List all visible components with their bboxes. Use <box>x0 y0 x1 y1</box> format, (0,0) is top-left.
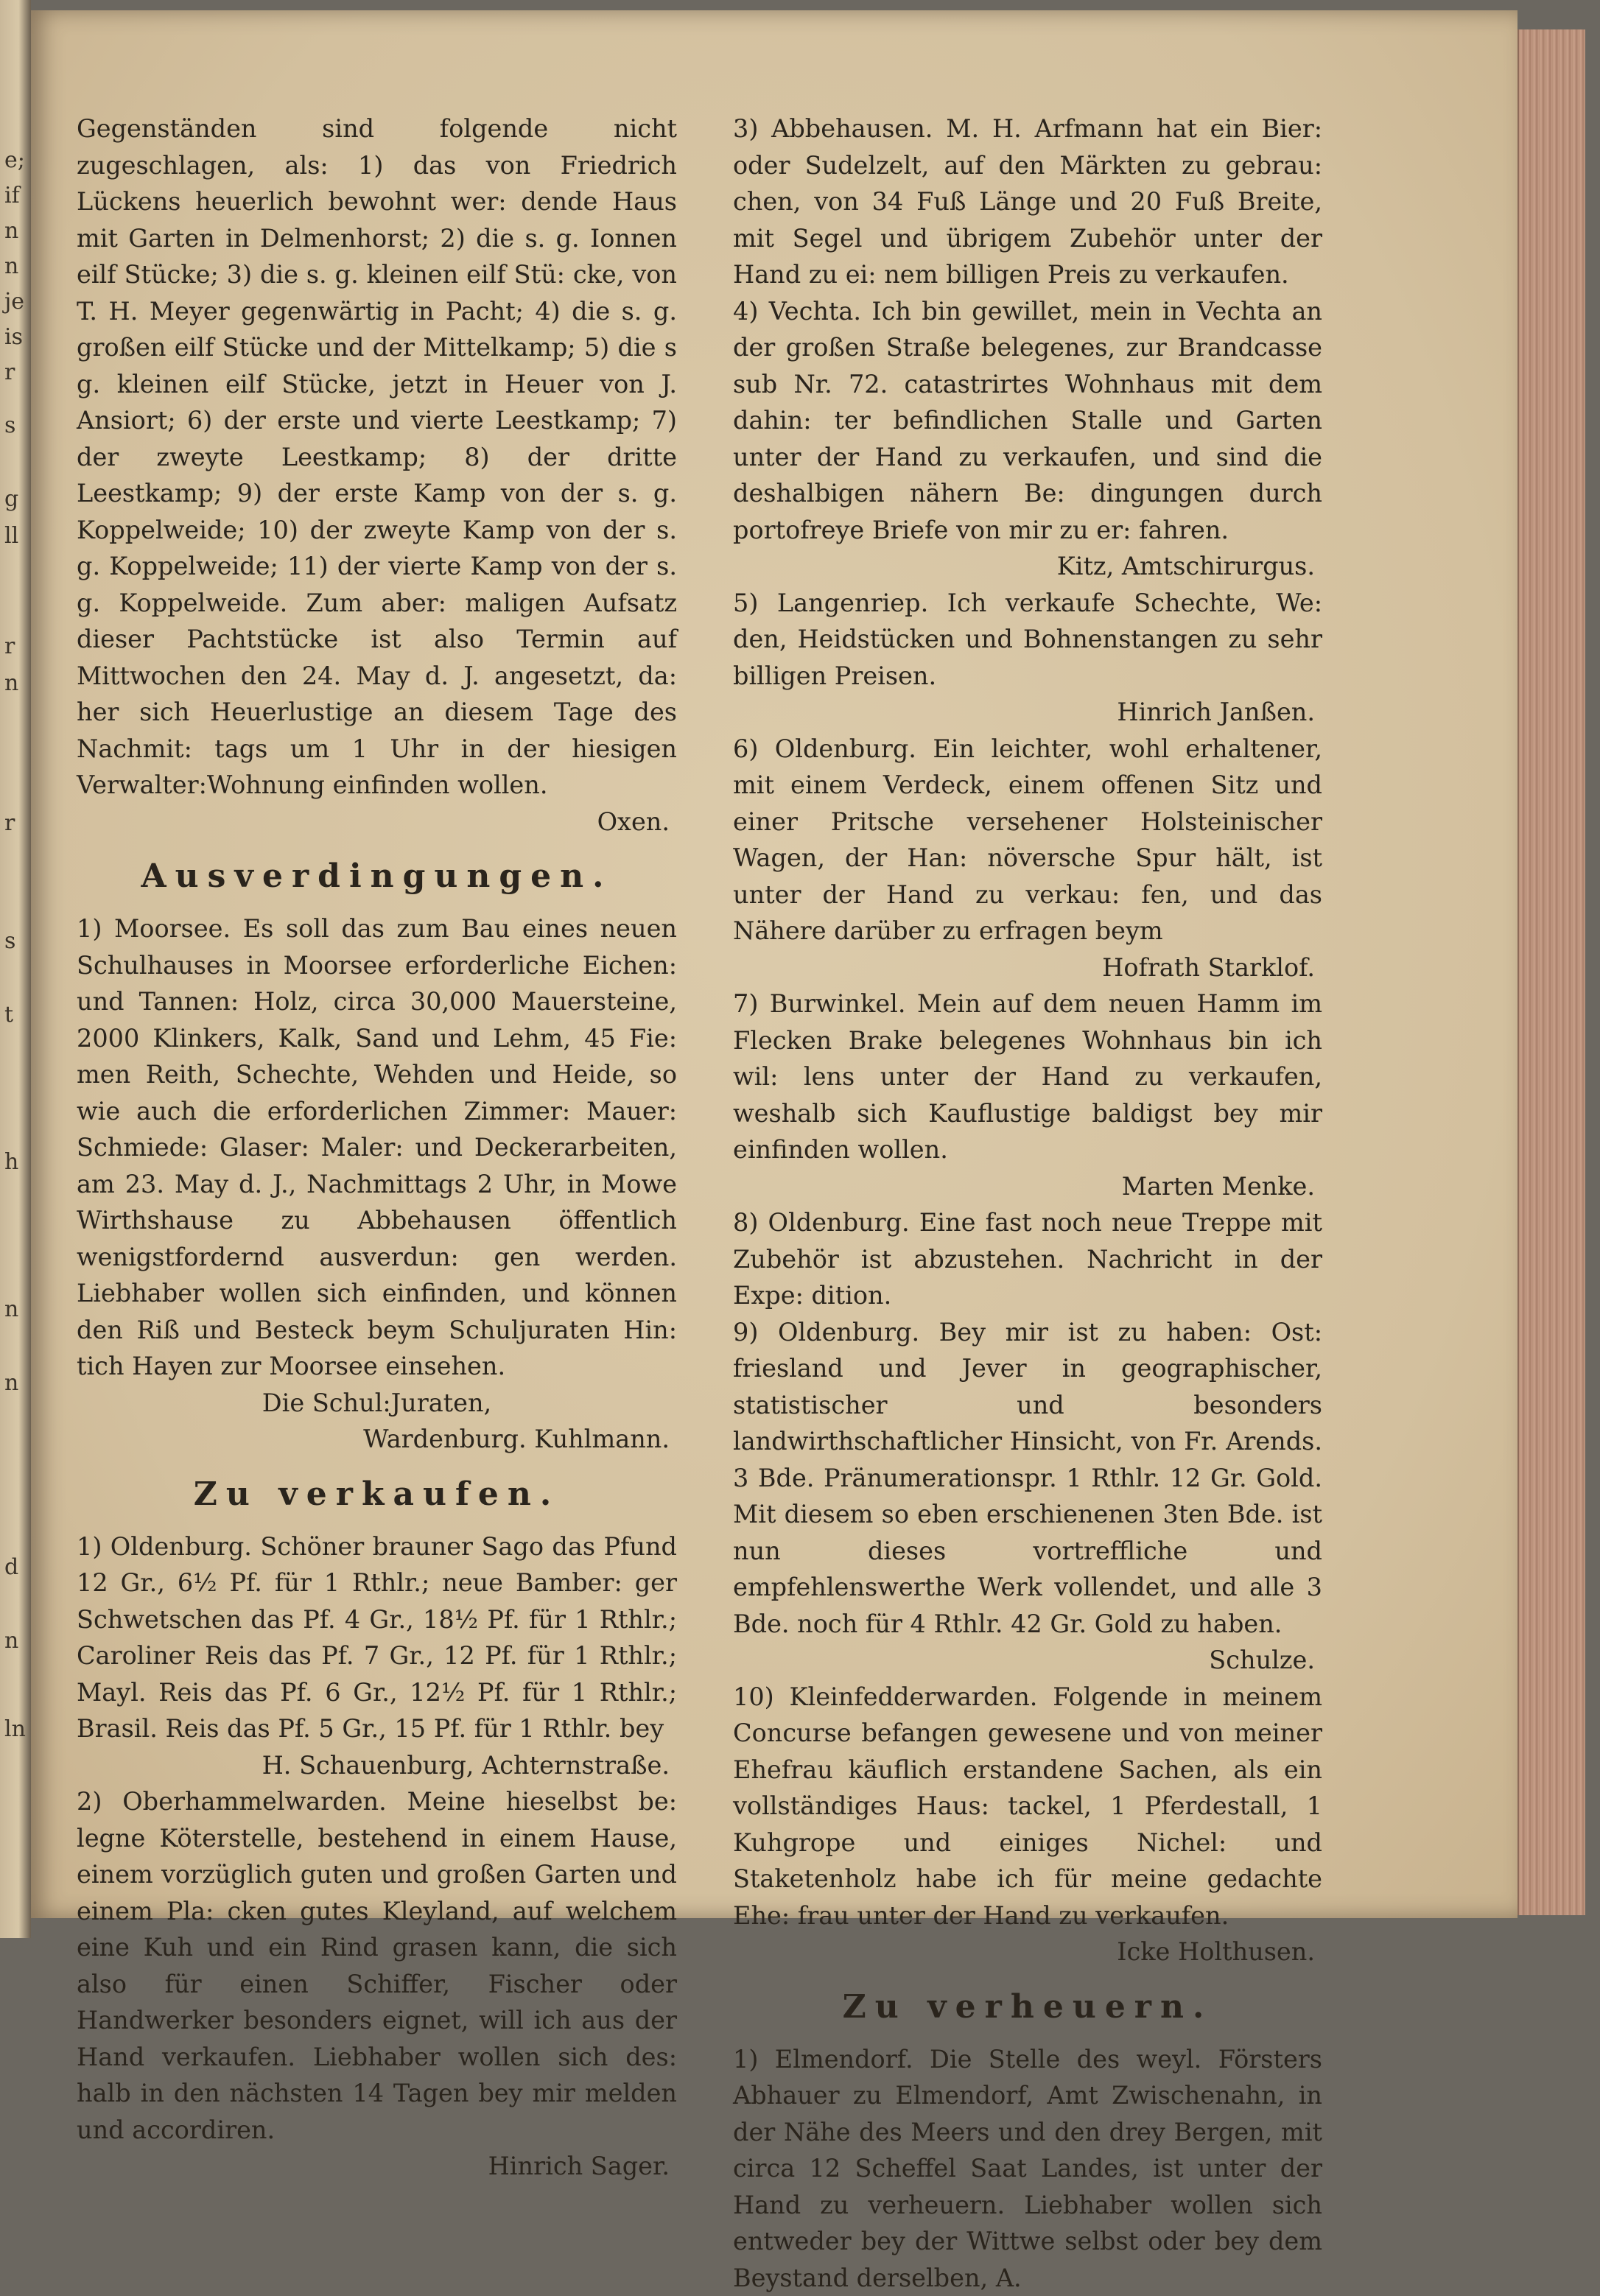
ausverdingungen-signature-names: Wardenburg. Kuhlmann. <box>77 1421 677 1458</box>
margin-fragment: g <box>4 486 18 512</box>
margin-fragment: r <box>4 810 15 836</box>
notice-6: 6) Oldenburg. Ein leichter, wohl erhaltener, mit einem Verdeck, einem offenen Sitz und einer Pritsche versehener Holsteinischer Wagen, der Han: növersche Spur hält, ist unter der Hand zu verkau: fen, und das Nähere darüber zu erfragen beym <box>733 731 1322 949</box>
page-stack-edge <box>1517 29 1585 1915</box>
margin-fragment: e; <box>4 147 25 173</box>
ausverdingungen-signature-title: Die Schul:Juraten, <box>77 1385 677 1422</box>
margin-fragment: s <box>4 412 15 438</box>
notice-4-signature: Kitz, Amtschirurgus. <box>733 548 1322 585</box>
notice-7-signature: Marten Menke. <box>733 1168 1322 1205</box>
notice-5: 5) Langenriep. Ich verkaufe Schechte, We: den, Heidstücken und Bohnenstangen zu sehr billigen Preisen. <box>733 585 1322 695</box>
margin-fragment: s <box>4 928 15 954</box>
heading-zu-verheuern: Zu verheuern. <box>733 1987 1322 2028</box>
previous-page-edge <box>0 0 31 1938</box>
notice-5-signature: Hinrich Janßen. <box>733 694 1322 731</box>
margin-fragment: ln <box>4 1716 26 1742</box>
verkaufen-signature-1: H. Schauenburg, Achternstraße. <box>77 1747 677 1784</box>
notice-9: 9) Oldenburg. Bey mir ist zu haben: Ost: friesland und Jever in geographischer, statistischer und besonders landwirthschaftlicher Hinsicht, von Fr. Arends. 3 Bde. Pränumerationspr. 1 Rthlr. 12 Gr. Gold. Mit diesem so eben erschienenen 3ten Bde. ist nun dieses vortreffliche und empfehlenswerthe Werk vollendet, und alle 3 Bde. noch für 4 Rthlr. 42 Gr. Gold zu haben. <box>733 1314 1322 1643</box>
verkaufen-signature-2: Hinrich Sager. <box>77 2148 677 2185</box>
margin-fragment: d <box>4 1554 18 1580</box>
margin-fragment: n <box>4 218 18 244</box>
margin-fragment: r <box>4 633 15 659</box>
notice-6-signature: Hofrath Starklof. <box>733 949 1322 986</box>
margin-fragment: h <box>4 1149 18 1175</box>
verheuern-paragraph: 1) Elmendorf. Die Stelle des weyl. Försters Abhauer zu Elmendorf, Amt Zwischenahn, in der Nähe des Meers und den drey Bergen, mit circa 12 Scheffel Saat Landes, ist unter der Hand zu verheuern. Liebhaber wollen sich entweder bey der Wittwe selbst oder bey dem Beystand derselben, A. <box>733 2041 1322 2296</box>
ausverdingungen-paragraph: 1) Moorsee. Es soll das zum Bau eines neuen Schulhauses in Moorsee erforderliche Eichen: und Tannen: Holz, circa 30,000 Mauersteine, 2000 Klinkers, Kalk, Sand und Lehm, 45 Fie: men Reith, Schechte, Wehden und Heide, so wie auch die erforderlichen Zimmer: Mauer: Schmiede: Glaser: Maler: und Deckerarbeiten, am 23. May d. J., Nachmittags 2 Uhr, in Mowe Wirthshause zu Abbehausen öffentlich wenigstfordernd ausverdun: gen werden. Liebhaber wollen sich einfinden, und können den Riß und Besteck beym Schuljuraten Hin: tich Hayen zur Moorsee einsehen. <box>77 910 677 1385</box>
notice-7: 7) Burwinkel. Mein auf dem neuen Hamm im Flecken Brake belegenes Wohnhaus bin ich wil: lens unter der Hand zu verkaufen, weshalb sich Kauflustige baldigst bey mir einfinden wollen. <box>733 986 1322 1168</box>
margin-fragment: n <box>4 253 18 279</box>
notice-4: 4) Vechta. Ich bin gewillet, mein in Vechta an der großen Straße belegenes, zur Brandcasse sub Nr. 72. catastrirtes Wohnhaus mit dem dahin: ter befindlichen Stalle und Garten unter der Hand zu verkaufen, und sind die deshalbigen nähern Be: dingungen durch portofreye Briefe von mir zu er: fahren. <box>733 293 1322 549</box>
notice-9-signature: Schulze. <box>733 1642 1322 1679</box>
margin-fragment: t <box>4 1002 13 1028</box>
heading-zu-verkaufen: Zu verkaufen. <box>77 1474 677 1515</box>
heading-ausverdingungen: Ausverdingungen. <box>77 856 677 897</box>
intro-paragraph: Gegenständen sind folgende nicht zugeschlagen, als: 1) das von Friedrich Lückens heuerlich bewohnt wer: dende Haus mit Garten in Delmenhorst; 2) die s. g. Ionnen eilf Stücke; 3) die s. g. kleinen eilf Stü: cke, von T. H. Meyer gegenwärtig in Pacht; 4) die s. g. großen eilf Stücke und der Mittelkamp; 5) die s g. kleinen eilf Stücke, jetzt in Heuer von J. Ansiort; 6) der erste und vierte Leestkamp; 7) der zweyte Leestkamp; 8) der dritte Leestkamp; 9) der erste Kamp von der s. g. Koppelweide; 10) der zweyte Kamp von der s. g. Koppelweide; 11) der vierte Kamp von der s. g. Koppelweide. Zum aber: maligen Aufsatz dieser Pachtstücke ist also Termin auf Mittwochen den 24. May d. J. angesetzt, da: her sich Heuerlustige an diesem Tage des Nachmit: tags um 1 Uhr in der hiesigen Verwalter:Wohnung einfinden wollen. <box>77 110 677 804</box>
left-column <box>77 110 677 2185</box>
notice-3: 3) Abbehausen. M. H. Arfmann hat ein Bier: oder Sudelzelt, auf den Märkten zu gebrau: chen, von 34 Fuß Länge und 20 Fuß Breite, mit Segel und übrigem Zubehör unter der Hand zu ei: nem billigen Preis zu verkaufen. <box>733 110 1322 293</box>
intro-signature: Oxen. <box>77 804 677 840</box>
margin-fragment: r <box>4 359 15 385</box>
notice-10: 10) Kleinfedderwarden. Folgende in meinem Concurse befangen gewesene und von meiner Ehefrau käuflich erstandene Sachen, als ein vollständiges Haus: tackel, 1 Pferdestall, 1 Kuhgrope und einiges Nichel: und Staketenholz habe ich für meine gedachte Ehe: frau unter der Hand zu verkaufen. <box>733 1679 1322 1934</box>
margin-fragment: n <box>4 1628 18 1654</box>
margin-fragment: ll <box>4 523 18 549</box>
margin-fragment: n <box>4 1370 18 1396</box>
verkaufen-paragraph-2: 2) Oberhammelwarden. Meine hieselbst be: legne Köterstelle, bestehend in einem Hause, einem vorzüglich guten und großen Garten und einem Pla: cken gutes Kleyland, auf welchem eine Kuh und ein Rind grasen kann, die sich also für einen Schiffer, Fischer oder Handwerker besonders eignet, will ich aus der Hand verkaufen. Liebhaber wollen sich des: halb in den nächsten 14 Tagen bey mir melden und accordiren. <box>77 1783 677 2148</box>
notice-10-signature: Icke Holthusen. <box>733 1934 1322 1970</box>
margin-fragment: n <box>4 670 18 696</box>
margin-fragment: n <box>4 1296 18 1322</box>
verkaufen-paragraph-1: 1) Oldenburg. Schöner brauner Sago das Pfund 12 Gr., 6½ Pf. für 1 Rthlr.; neue Bamber: ger Schwetschen das Pf. 4 Gr., 18½ Pf. für 1 Rthlr.; Caroliner Reis das Pf. 7 Gr., 12 Pf. für 1 Rthlr.; Mayl. Reis das Pf. 6 Gr., 12½ Pf. für 1 Rthlr.; Brasil. Reis das Pf. 5 Gr., 15 Pf. für 1 Rthlr. bey <box>77 1528 677 1747</box>
notice-8: 8) Oldenburg. Eine fast noch neue Treppe mit Zubehör ist abzustehen. Nachricht in der Expe: dition. <box>733 1204 1322 1314</box>
margin-fragment: if <box>4 183 20 208</box>
margin-fragment: je <box>4 289 24 315</box>
margin-fragment: is <box>4 324 23 350</box>
right-column <box>733 110 1322 2296</box>
